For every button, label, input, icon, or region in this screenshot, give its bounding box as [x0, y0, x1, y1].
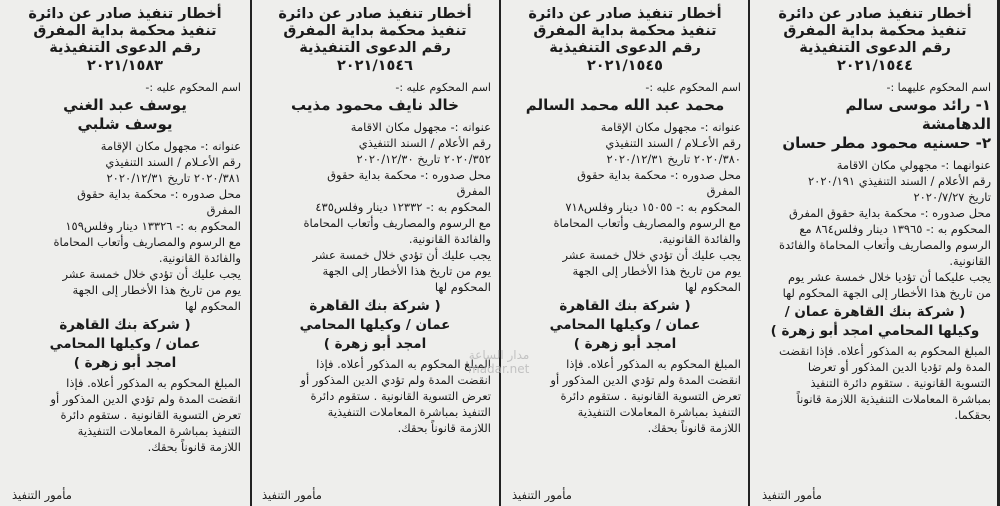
notice-closing: المبلغ المحكوم به المذكور أعلاه. فإذا انقضت المدة ولم تؤدي الدين المذكور أو تعرض التسوية القانونية . ستقوم دائرة التنفيذ بمباشرة المعاملات التنفيذية اللازمة قانوناً بحقك.	[50, 376, 241, 454]
notice-1544	[750, 0, 1000, 506]
notice-body: عنوانه :- مجهول مكان الإقامة رقم الأعـلام / السند التنفيذي ٢٠٢٠/٣٨١ تاريخ ٢٠٢٠/١٢/٣١ محل صدوره :- محكمة بداية حقوق المفرق المحكوم به :- ١٣٣٢٦ دينار وفلس١٥٩ مع الرسوم والمصاريف وأتعاب المحاماة والفائدة القانونية. يجب عليك أن تؤدي خلال خمسة عشر يوم من تاريخ هذا الأخطار إلى الجهة المحكوم لها	[53, 139, 241, 313]
notice-title: أخطار تنفيذ صادر عن دائرة تنفيذ محكمة بداية المفرق رقم الدعوى التنفيذية	[278, 6, 472, 56]
notice-1545	[500, 0, 750, 506]
case-number: ٢٠٢١/١٥٤٤	[836, 58, 914, 74]
creditor-name: ( شركة بنك القاهرة عمان / وكيلها المحامي امجد أبو زهرة )	[770, 304, 980, 339]
case-number: ٢٠٢١/١٥٤٥	[586, 58, 664, 74]
creditor-name: ( شركة بنك القاهرة عمان / وكيلها المحامي امجد أبو زهرة )	[299, 298, 451, 352]
notice-title: أخطار تنفيذ صادر عن دائرة تنفيذ محكمة بداية المفرق رقم الدعوى التنفيذية	[778, 6, 972, 56]
watermark: مدار الساعة madar.net	[468, 348, 530, 376]
notice-body: عنوانه :- مجهول مكان الإقامة رقم الأعـلام / السند التنفيذي ٢٠٢٠/٣٨٠ تاريخ ٢٠٢٠/١٢/٣١ محل صدوره :- محكمة بداية حقوق المفرق المحكوم به :- ١٥٠٥٥ دينار وفلس٧١٨ مع الرسوم والمصاريف وأتعاب المحاماة والفائدة القانونية. يجب عليك أن تؤدي خلال خمسة عشر يوم من تاريخ هذا الأخطار إلى الجهة المحكوم لها	[553, 120, 741, 294]
notice-closing: المبلغ المحكوم به المذكور أعلاه. فإذا انقضت المدة ولم تؤدي الدين المذكور أو تعرض التسوية القانونية . ستقوم دائرة التنفيذ بمباشرة المعاملات التنفيذية اللازمة قانوناً بحقك.	[300, 357, 491, 435]
creditor-name: ( شركة بنك القاهرة عمان / وكيلها المحامي امجد أبو زهرة )	[49, 317, 201, 371]
column-divider	[499, 0, 501, 506]
case-number: ٢٠٢١/١٥٨٣	[86, 58, 164, 74]
debtor-name: يوسف عبد الغني يوسف شلبي	[63, 96, 187, 133]
notice-body: عنوانهما :- مجهولي مكان الاقامة رقم الأعلام / السند التنفيذي ٢٠٢٠/١٩١ تاريخ ٢٠٢٠/٧/٢٧ محل صدوره :- محكمة بداية حقوق المفرق المحكوم به :- ١٣٩٦٥ دينار وفلس٨٦٤ مع الرسوم والمصاريف وأتعاب المحاماة والفائدة القانونية. يجب عليكما أن تؤديا خلال خمسة عشر يوم من تاريخ هذا الأخطار إلى الجهة المحكوم لها	[778, 158, 991, 300]
debtor-label: اسم المحكوم عليه :-	[645, 81, 741, 94]
creditor-name: ( شركة بنك القاهرة عمان / وكيلها المحامي امجد أبو زهرة )	[549, 298, 701, 352]
column-divider	[250, 0, 252, 506]
debtor-label: اسم المحكوم عليه :-	[145, 81, 241, 94]
notice-body: عنوانه :- مجهول مكان الاقامة رقم الأعلام / السند التنفيذي ٢٠٢٠/٣٥٢ تاريخ ٢٠٢٠/١٢/٣٠ محل صدوره :- محكمة بداية حقوق المفرق المحكوم به :- ١٢٣٣٢ دينار وفلس٤٣٥ مع الرسوم والمصاريف وأتعاب المحاماة والفائدة القانونية. يجب عليك أن تؤدي خلال خمسة عشر يوم من تاريخ هذا الأخطار إلى الجهة المحكوم لها	[303, 120, 491, 294]
column-divider	[748, 0, 750, 506]
notice-1583	[0, 0, 250, 506]
debtor-name: محمد عبد الله محمد السالم	[525, 96, 725, 114]
signature: مأمور التنفيذ	[512, 488, 572, 502]
notice-title: أخطار تنفيذ صادر عن دائرة تنفيذ محكمة بداية المفرق رقم الدعوى التنفيذية	[28, 6, 222, 56]
signature: مأمور التنفيذ	[12, 488, 72, 502]
notice-closing: المبلغ المحكوم به المذكور أعلاه. فإذا انقضت المدة ولم تؤديا الدين المذكور أو تعرضا التسوية القانونية . ستقوم دائرة التنفيذ بمباشرة المعاملات التنفيذية اللازمة قانوناً بحقكما.	[779, 344, 991, 422]
debtor-name: ١- رائد موسى سالم الدهامشة ٢- حسنيه محمود مطر حسان	[782, 96, 991, 152]
case-number: ٢٠٢١/١٥٤٦	[336, 58, 414, 74]
notice-title: أخطار تنفيذ صادر عن دائرة تنفيذ محكمة بداية المفرق رقم الدعوى التنفيذية	[528, 6, 722, 56]
notice-1546	[250, 0, 500, 506]
debtor-label: اسم المحكوم عليهما :-	[886, 81, 991, 94]
signature: مأمور التنفيذ	[762, 488, 822, 502]
debtor-label: اسم المحكوم عليه :-	[395, 81, 491, 94]
notice-closing: المبلغ المحكوم به المذكور أعلاه. فإذا انقضت المدة ولم تؤدي الدين المذكور أو تعرض التسوية القانونية . ستقوم دائرة التنفيذ بمباشرة المعاملات التنفيذية اللازمة قانوناً بحقك.	[550, 357, 741, 435]
debtor-name: خالد نايف محمود مذيب	[291, 96, 459, 114]
signature: مأمور التنفيذ	[262, 488, 322, 502]
